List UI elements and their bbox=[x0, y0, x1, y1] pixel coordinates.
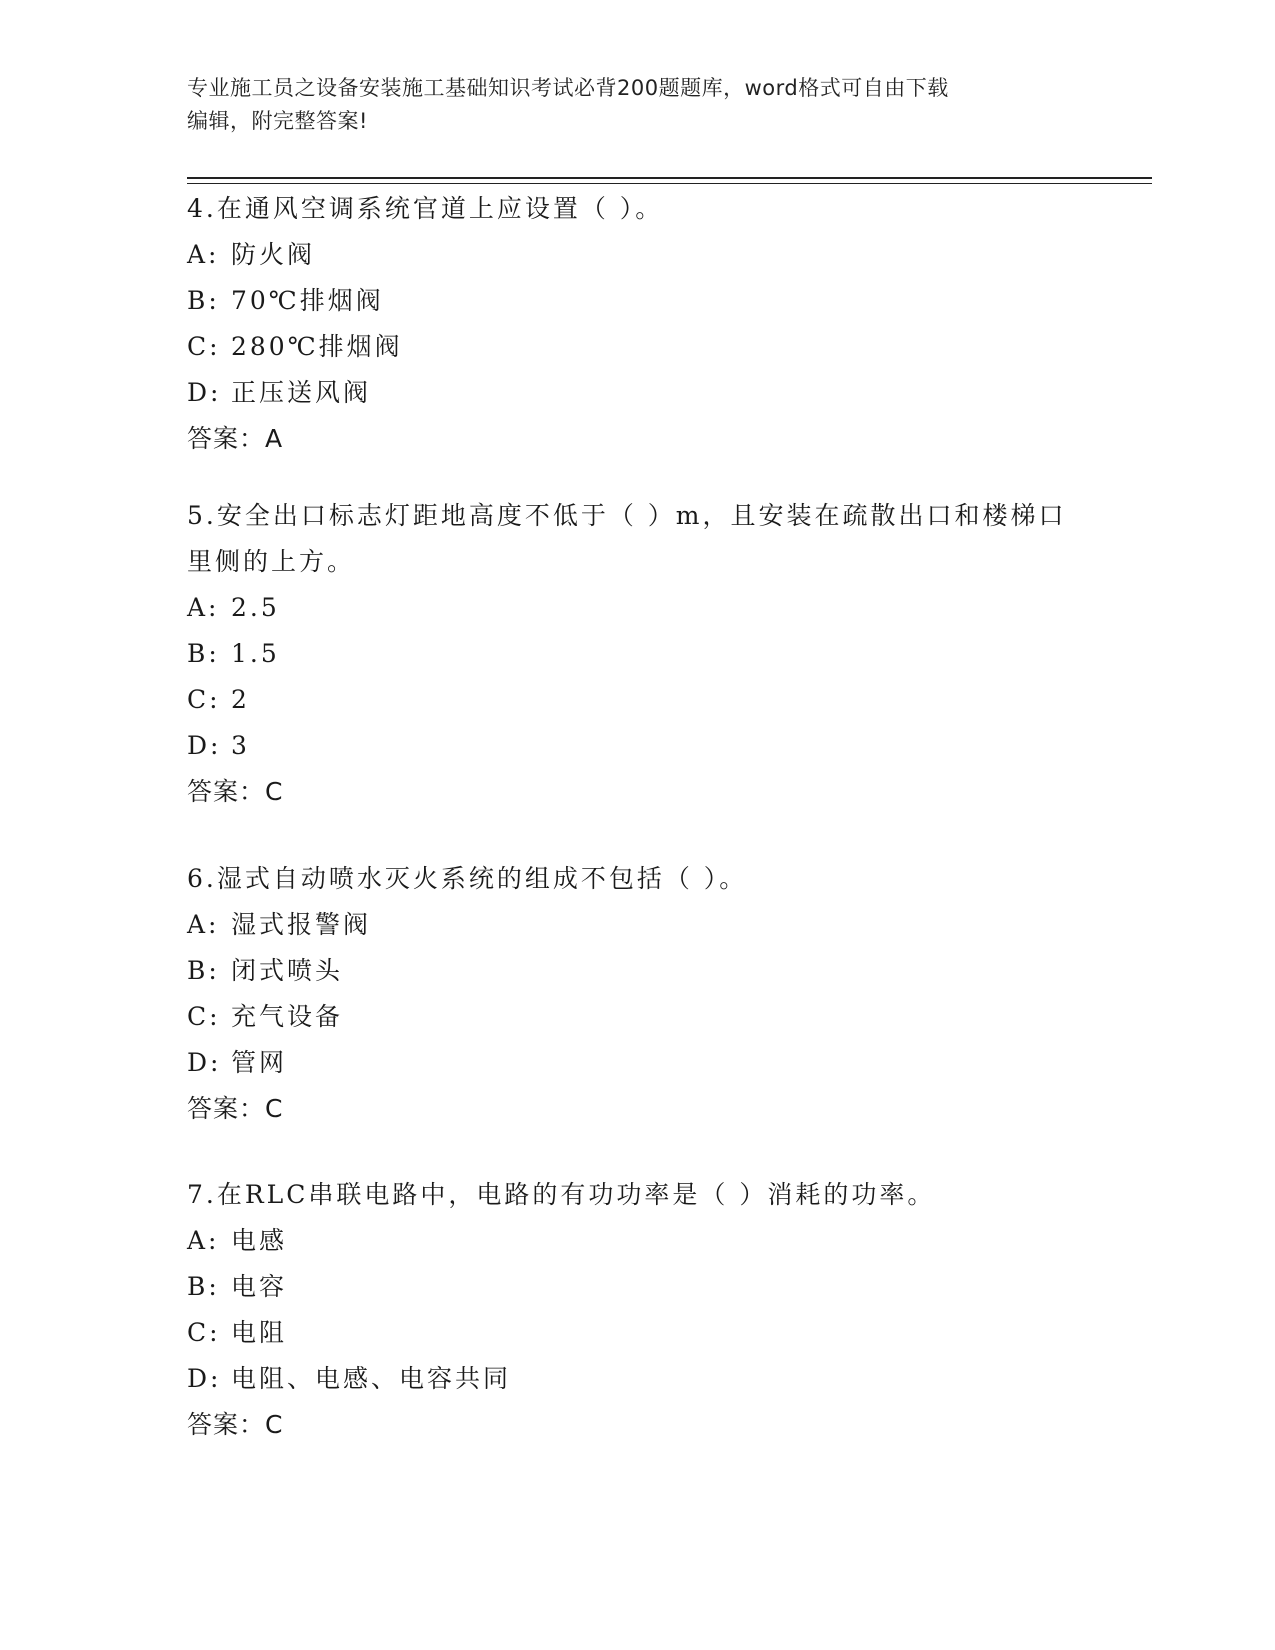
option-c bbox=[187, 324, 1087, 370]
option-key: C: bbox=[187, 332, 221, 361]
option-d bbox=[187, 1040, 1087, 1086]
answer: 答案：C bbox=[187, 777, 284, 806]
option-text: 电感 bbox=[231, 1226, 288, 1255]
option-text: 2 bbox=[231, 685, 250, 714]
option-text: 280℃排烟阀 bbox=[231, 332, 403, 361]
option-text: 电阻、电感、电容共同 bbox=[231, 1364, 512, 1393]
option-key: D: bbox=[187, 1048, 222, 1077]
option-key: C: bbox=[187, 1318, 221, 1347]
header-line-1: 专业施工员之设备安装施工基础知识考试必背200题题库，word格式可自由下载 bbox=[187, 76, 949, 100]
option-key: B: bbox=[187, 956, 220, 985]
answer: 答案：A bbox=[187, 424, 284, 453]
option-key: B: bbox=[187, 1272, 220, 1301]
option-c bbox=[187, 677, 1087, 723]
question-block bbox=[187, 493, 1087, 815]
option-text: 充气设备 bbox=[231, 1002, 344, 1031]
option-text: 1.5 bbox=[231, 639, 280, 668]
option-b bbox=[187, 948, 1087, 994]
option-text: 70℃排烟阀 bbox=[231, 286, 384, 315]
option-key: A: bbox=[187, 593, 220, 622]
header-divider-thin bbox=[187, 183, 1152, 184]
option-key: C: bbox=[187, 1002, 221, 1031]
option-key: A: bbox=[187, 1226, 220, 1255]
option-text: 正压送风阀 bbox=[231, 378, 372, 407]
option-c bbox=[187, 1310, 1087, 1356]
question-block bbox=[187, 856, 1087, 1132]
option-text: 3 bbox=[231, 731, 250, 760]
header-divider-thick bbox=[187, 177, 1152, 179]
option-b bbox=[187, 278, 1087, 324]
option-a bbox=[187, 1218, 1087, 1264]
option-key: D: bbox=[187, 731, 222, 760]
option-text: 电容 bbox=[231, 1272, 288, 1301]
option-text: 电阻 bbox=[231, 1318, 288, 1347]
option-key: D: bbox=[187, 1364, 222, 1393]
question-block bbox=[187, 1172, 1087, 1448]
option-text: 2.5 bbox=[231, 593, 280, 622]
header-line-2: 编辑，附完整答案! bbox=[187, 109, 368, 133]
option-key: D: bbox=[187, 378, 222, 407]
option-key: B: bbox=[187, 639, 220, 668]
option-d bbox=[187, 1356, 1087, 1402]
answer: 答案：C bbox=[187, 1094, 284, 1123]
option-key: B: bbox=[187, 286, 220, 315]
option-a bbox=[187, 232, 1087, 278]
option-b bbox=[187, 631, 1087, 677]
question-stem: 7.在RLC串联电路中，电路的有功功率是（ ）消耗的功率。 bbox=[187, 1180, 936, 1209]
option-d bbox=[187, 370, 1087, 416]
option-text: 闭式喷头 bbox=[231, 956, 344, 985]
question-stem: 4.在通风空调系统官道上应设置（ ）。 bbox=[187, 194, 664, 223]
answer: 答案：C bbox=[187, 1410, 284, 1439]
option-key: A: bbox=[187, 910, 220, 939]
question-stem: 5.安全出口标志灯距地高度不低于（ ）m，且安装在疏散出口和楼梯口里侧的上方。 bbox=[187, 501, 1067, 576]
option-text: 管网 bbox=[231, 1048, 288, 1077]
option-text: 防火阀 bbox=[231, 240, 316, 269]
option-b bbox=[187, 1264, 1087, 1310]
option-c bbox=[187, 994, 1087, 1040]
question-block bbox=[187, 186, 1087, 462]
document-header bbox=[187, 72, 1087, 138]
option-key: A: bbox=[187, 240, 220, 269]
option-d bbox=[187, 723, 1087, 769]
option-a bbox=[187, 585, 1087, 631]
option-key: C: bbox=[187, 685, 221, 714]
question-stem: 6.湿式自动喷水灭火系统的组成不包括（ ）。 bbox=[187, 864, 748, 893]
option-a bbox=[187, 902, 1087, 948]
option-text: 湿式报警阀 bbox=[231, 910, 372, 939]
